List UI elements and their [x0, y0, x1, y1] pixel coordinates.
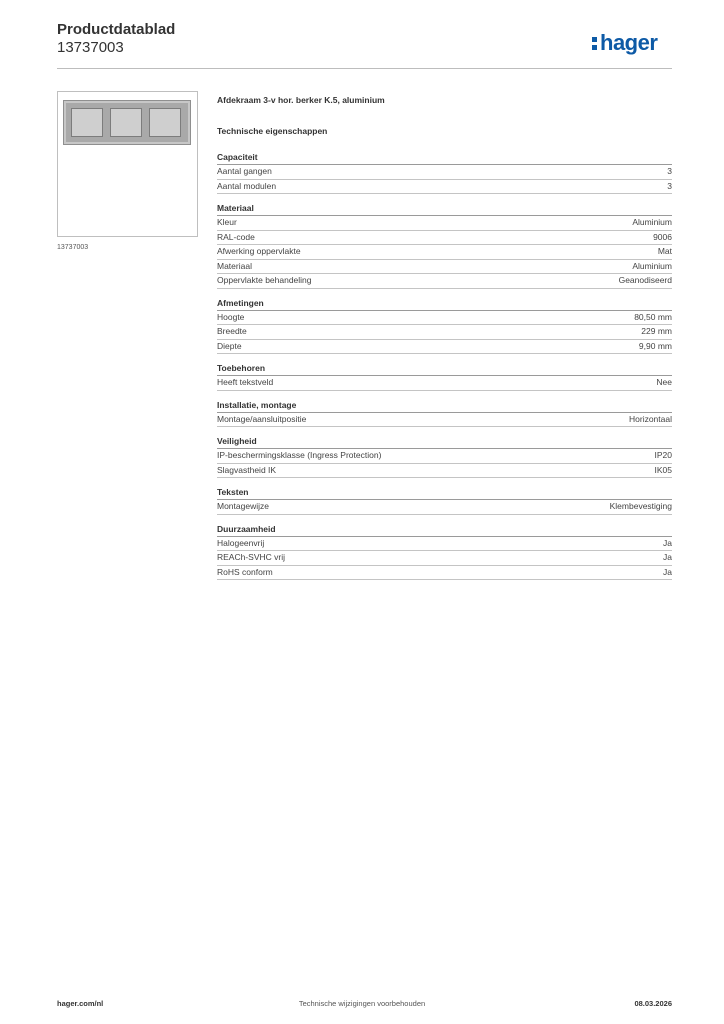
- footer-date: 08.03.2026: [634, 999, 672, 1008]
- spec-label: Montage/aansluitpositie: [217, 413, 307, 424]
- product-image: [57, 91, 198, 237]
- spec-value: Ja: [663, 537, 672, 548]
- spec-label: Halogeenvrij: [217, 537, 265, 548]
- cover-frame-picture: [63, 100, 191, 145]
- spec-value: Nee: [656, 377, 672, 387]
- logo-dots-icon: [592, 34, 598, 52]
- spec-row: [217, 180, 672, 195]
- spec-row: [217, 449, 672, 464]
- hager-logo: [592, 28, 657, 57]
- spec-value: Horizontaal: [629, 413, 672, 424]
- frame-opening: [110, 108, 142, 137]
- spec-section: [217, 203, 672, 289]
- spec-section: [217, 436, 672, 478]
- spec-value: 3: [667, 180, 672, 191]
- frame-opening: [149, 108, 181, 137]
- spec-value: 3: [667, 166, 672, 176]
- footer-disclaimer: Technische wijzigingen voorbehouden: [298, 999, 426, 1008]
- spec-value: Aluminium: [632, 260, 672, 271]
- spec-value: 9006: [653, 231, 672, 242]
- section-title: Capaciteit: [217, 152, 672, 165]
- header-divider: [57, 68, 672, 69]
- section-title: Veiligheid: [217, 436, 672, 449]
- spec-value: Ja: [663, 552, 672, 562]
- spec-row: [217, 566, 672, 581]
- footer-website: hager.com/nl: [57, 999, 104, 1008]
- spec-section: [217, 524, 672, 581]
- spec-row: [217, 464, 672, 479]
- spec-value: Geanodiseerd: [618, 275, 672, 285]
- spec-row: [217, 551, 672, 566]
- spec-row: [217, 165, 672, 180]
- spec-value: Aluminium: [632, 217, 672, 227]
- spec-label: Heeft tekstveld: [217, 377, 274, 387]
- spec-section: [217, 298, 672, 355]
- spec-label: RAL-code: [217, 231, 255, 242]
- section-title: Afmetingen: [217, 298, 672, 311]
- section-title: Teksten: [217, 487, 672, 500]
- page-title: Productdatablad: [57, 21, 176, 38]
- spec-row: [217, 376, 672, 391]
- spec-content: [217, 95, 672, 589]
- spec-row: [217, 413, 672, 428]
- spec-section: [217, 400, 672, 428]
- spec-value: Klembevestiging: [609, 501, 672, 511]
- spec-row: [217, 340, 672, 355]
- spec-label: Diepte: [217, 340, 242, 351]
- spec-value: 9,90 mm: [638, 340, 672, 351]
- spec-row: [217, 325, 672, 340]
- spec-label: Afwerking oppervlakte: [217, 246, 301, 256]
- spec-label: Hoogte: [217, 311, 245, 322]
- spec-section: [217, 152, 672, 194]
- spec-label: Kleur: [217, 217, 237, 227]
- spec-value: Ja: [663, 566, 672, 577]
- spec-value: IP20: [654, 450, 672, 460]
- spec-label: REACh-SVHC vrij: [217, 552, 286, 562]
- spec-label: Aantal modulen: [217, 180, 277, 191]
- spec-label: RoHS conform: [217, 566, 273, 577]
- spec-row: [217, 231, 672, 246]
- spec-label: Slagvastheid IK: [217, 464, 277, 475]
- spec-label: Breedte: [217, 326, 247, 336]
- spec-row: [217, 274, 672, 289]
- spec-row: [217, 260, 672, 275]
- tech-heading: Technische eigenschappen: [217, 126, 328, 136]
- spec-label: IP-beschermingsklasse (Ingress Protection): [217, 450, 382, 460]
- spec-row: [217, 500, 672, 515]
- spec-row: [217, 216, 672, 231]
- spec-sections: [217, 152, 672, 580]
- logo-text: hager: [600, 30, 658, 56]
- spec-label: Oppervlakte behandeling: [217, 275, 312, 285]
- section-title: Toebehoren: [217, 363, 672, 376]
- spec-row: [217, 537, 672, 552]
- spec-value: 80,50 mm: [634, 311, 672, 322]
- spec-label: Materiaal: [217, 260, 252, 271]
- spec-section: [217, 487, 672, 515]
- section-title: Installatie, montage: [217, 400, 672, 413]
- section-title: Materiaal: [217, 203, 672, 216]
- image-caption: 13737003: [57, 244, 89, 251]
- spec-value: 229 mm: [641, 326, 672, 336]
- product-title: Afdekraam 3-v hor. berker K.5, aluminium: [217, 95, 385, 105]
- spec-row: [217, 245, 672, 260]
- article-number: 13737003: [57, 39, 124, 56]
- frame-opening: [71, 108, 103, 137]
- spec-value: Mat: [657, 246, 672, 256]
- section-title: Duurzaamheid: [217, 524, 672, 537]
- spec-label: Montagewijze: [217, 501, 269, 511]
- spec-value: IK05: [654, 464, 672, 475]
- spec-row: [217, 311, 672, 326]
- spec-label: Aantal gangen: [217, 166, 272, 176]
- spec-section: [217, 363, 672, 391]
